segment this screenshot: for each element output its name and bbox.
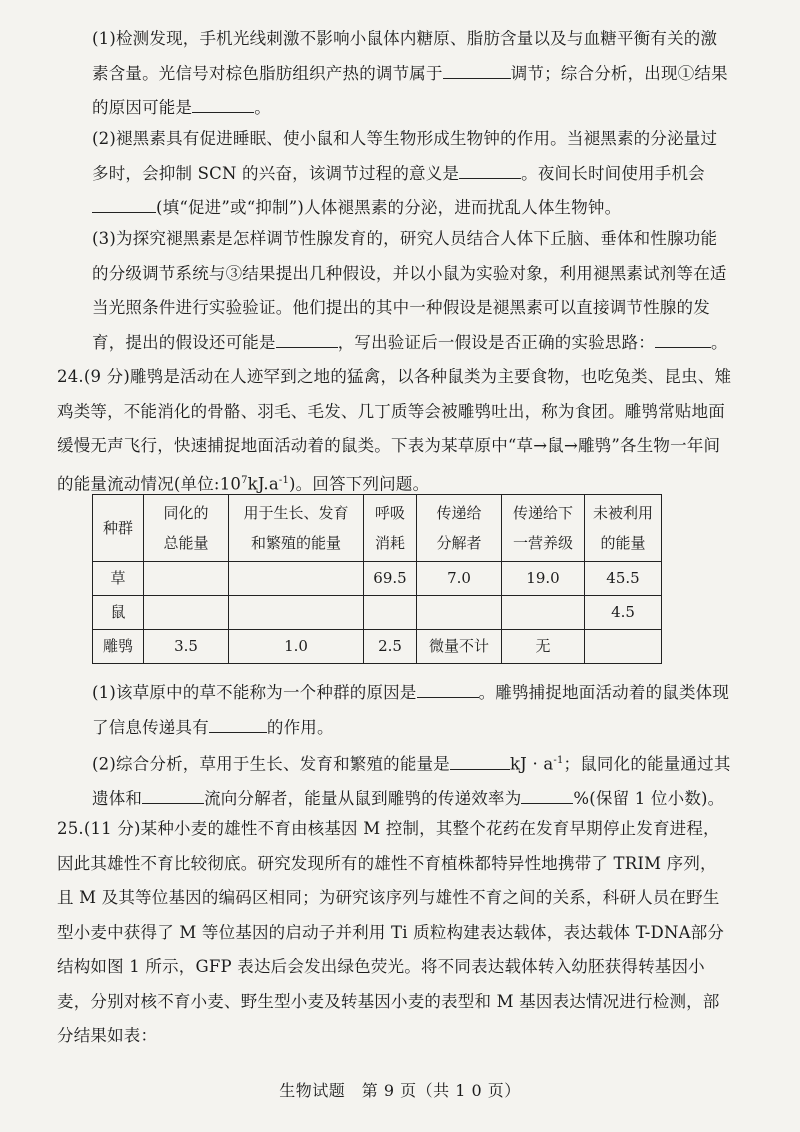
q23-part2-text-c: (填“促进”或“抑制”)人体褪黑素的分泌，进而扰乱人体生物钟。 — [156, 198, 622, 217]
answer-blank[interactable] — [276, 329, 338, 348]
header-assimilated: 同化的 总能量 — [144, 495, 229, 562]
cell: 雕鸮 — [93, 629, 144, 663]
cell: 草 — [93, 561, 144, 595]
table-row — [93, 595, 662, 629]
header-unused: 未被利用 的能量 — [585, 495, 662, 562]
q23-part3-text-b: ，写出验证后一假设是否正确的实验思路： — [337, 332, 656, 352]
q23-part2 — [92, 122, 732, 226]
period: 。 — [711, 332, 728, 352]
q24-part2-text-b: ；鼠同化的能量通过其遗体和 — [92, 754, 731, 808]
cell: 69.5 — [364, 561, 417, 595]
answer-blank[interactable] — [521, 785, 573, 804]
header-species: 种群 — [93, 495, 144, 562]
cell: 鼠 — [93, 595, 144, 629]
cell: 1.0 — [229, 629, 364, 663]
cell: 45.5 — [585, 561, 662, 595]
answer-blank[interactable] — [443, 60, 511, 79]
period: 。 — [254, 98, 271, 117]
answer-blank[interactable] — [209, 714, 267, 733]
cell — [229, 595, 364, 629]
table-row — [93, 629, 662, 663]
cell — [144, 595, 229, 629]
q24-text: 24.(9 分)雕鸮是活动在人迹罕到之地的猛禽，以各种鼠类为主要食物，也吃兔类、昆虫、雉鸡类等，不能消化的骨骼、羽毛、毛发、几丁质等会被雕鸮吐出，称为食团。雕鸮常贴地面缓慢无声飞行，快速捕捉地面活动着的鼠类。下表为某草原中“草→鼠→雕鸮”各生物一年间的能量流动情况(单位:10 — [57, 367, 732, 493]
cell — [144, 561, 229, 595]
q24-part2-exp: -1 — [553, 755, 564, 766]
q25-text: 25.(11 分)某种小麦的雄性不育由核基因 M 控制，其整个花药在发育早期停止发育进程，因此其雄性不育比较彻底。研究发现所有的雄性不育植株都特异性地携带了 TRIM 序列，且 M 及其等位基因的编码区相同；为研究该序列与雄性不育之间的关系，科研人员在野生型小麦中获得了 M 等位基因的启动子并利用 Ti 质粒构建表达载体，表达载体 T-DNA部分结构如图 1 所示，GFP 表达后会发出绿色荧光。将不同表达载体转入幼胚获得转基因小麦，分别对核不育小麦、野生型小麦及转基因小麦的表型和 M 基因表达情况进行检测，部分结果如表： — [57, 819, 725, 1045]
header-decomposer: 传递给 分解者 — [417, 495, 502, 562]
cell — [364, 595, 417, 629]
cell: 微量不计 — [417, 629, 502, 663]
cell: 2.5 — [364, 629, 417, 663]
q24-unit: kJ.a — [247, 474, 279, 493]
q23-part1-text-b: 调节；综合分析，出现①结果的原因可能是 — [92, 63, 728, 117]
answer-blank-cont[interactable] — [126, 194, 156, 213]
energy-flow-table — [92, 494, 662, 664]
q24-part2-text: (2)综合分析，草用于生长、发育和繁殖的能量是 — [92, 754, 450, 774]
q23-part3-text: (3)为探究褪黑素是怎样调节性腺发育的，研究人员结合人体下丘脑、垂体和性腺功能的分级调节系统与③结果提出几种假设，并以小鼠为实验对象，利用褪黑素试剂等在适当光照条件进行实验验证。他们提出的其中一种假设是褪黑素可以直接调节性腺的发育，提出的假设还可能是 — [92, 229, 727, 352]
answer-blank[interactable] — [417, 679, 479, 698]
q23-part3 — [92, 222, 732, 360]
answer-blank[interactable] — [142, 785, 204, 804]
cell: 19.0 — [502, 561, 585, 595]
q24-part2-text-c: 流向分解者，能量从鼠到雕鸮的传递效率为 — [204, 789, 522, 808]
header-next-level: 传递给下 一营养级 — [502, 495, 585, 562]
table-header-row — [93, 495, 662, 562]
header-growth: 用于生长、发育 和繁殖的能量 — [229, 495, 364, 562]
page-footer: 生物试题 第 9 页（共 1 0 页） — [279, 1081, 521, 1100]
question-24 — [57, 360, 732, 502]
q23-part1-text: (1)检测发现，手机光线刺激不影响小鼠体内糖原、脂肪含量以及与血糖平衡有关的激素含量。光信号对棕色脂肪组织产热的调节属于 — [92, 29, 718, 83]
answer-blank[interactable] — [192, 94, 254, 113]
q24-text-end: )。回答下列问题。 — [289, 474, 430, 493]
q23-part2-text-b: 。夜间长时间使用手机会 — [521, 163, 705, 183]
cell — [417, 595, 502, 629]
q24-unit-exp: 7 — [241, 474, 248, 486]
cell: 无 — [502, 629, 585, 663]
q24-part1-text: (1)该草原中的草不能称为一个种群的原因是 — [92, 683, 417, 702]
q24-part2-text-d: %(保留 1 位小数)。 — [573, 789, 725, 808]
answer-blank[interactable] — [92, 194, 126, 213]
cell: 7.0 — [417, 561, 502, 595]
cell — [585, 629, 662, 663]
q23-part2-text: (2)褪黑素具有促进睡眠、使小鼠和人等生物形成生物钟的作用。当褪黑素的分泌量过多时，会抑制 SCN 的兴奋，该调节过程的意义是 — [92, 129, 718, 183]
header-respiration: 呼吸 消耗 — [364, 495, 417, 562]
q24-part2-unit: kJ · a — [509, 754, 554, 774]
q24-unit-exp2: -1 — [278, 474, 290, 486]
answer-blank[interactable] — [459, 160, 521, 179]
answer-blank[interactable] — [655, 329, 711, 348]
q23-part1 — [92, 22, 732, 126]
q24-part2 — [92, 744, 732, 817]
cell — [502, 595, 585, 629]
question-25 — [57, 812, 732, 1054]
cell — [229, 561, 364, 595]
answer-blank[interactable] — [450, 751, 510, 770]
q24-part1 — [92, 676, 732, 745]
table-row — [93, 561, 662, 595]
cell: 4.5 — [585, 595, 662, 629]
q24-part1-text-b: 。雕鸮捕捉地面活动着的鼠类体现了信息传递具有 — [92, 683, 730, 737]
cell: 3.5 — [144, 629, 229, 663]
q24-part1-text-c: 的作用。 — [266, 717, 334, 737]
